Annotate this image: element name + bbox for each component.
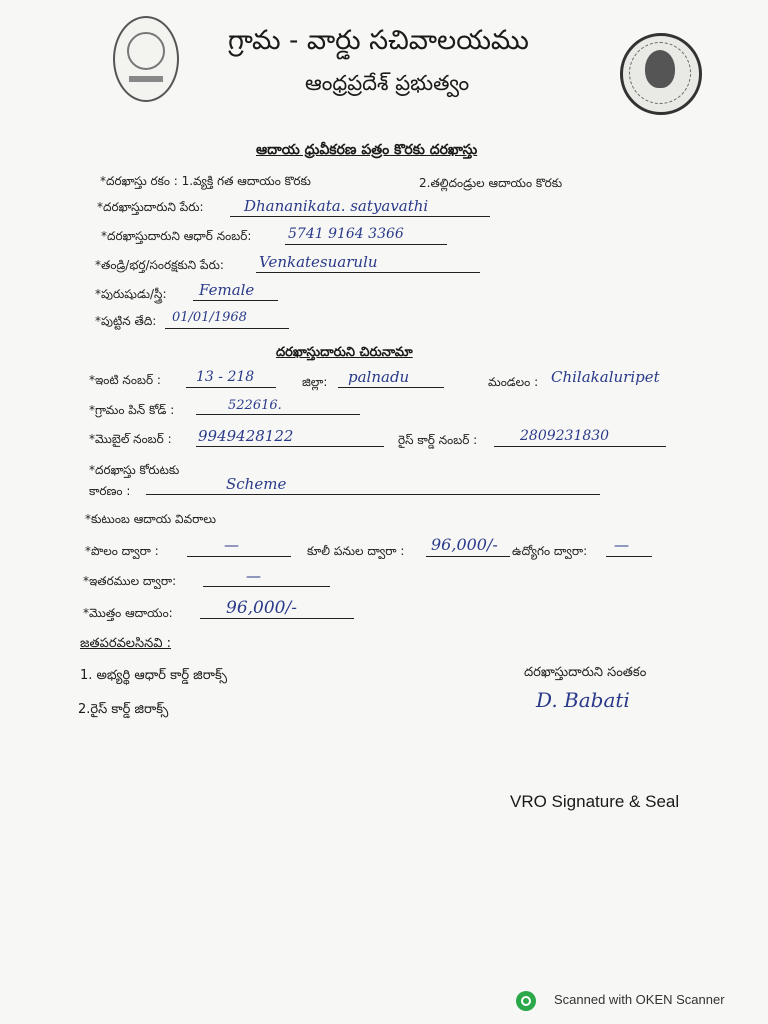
andhra-pradesh-emblem-icon xyxy=(113,16,179,102)
dob-value: 01/01/1968 xyxy=(172,310,247,325)
other-income-label: *ఇతరముల ద్వారా: xyxy=(83,574,177,588)
application-type-option-2: 2.తల్లిదండ్రుల ఆదాయం కొరకు xyxy=(419,176,563,190)
mobile-label: *మొబైల్ నంబర్ : xyxy=(89,432,172,446)
page-title: గ్రామ - వార్డు సచివాలయము xyxy=(228,25,529,56)
labour-income-label: కూలీ పనుల ద్వారా : xyxy=(307,544,405,558)
oken-scanner-logo-icon xyxy=(516,991,536,1011)
applicant-name-label: *దరఖాస్తుదారుని పేరు: xyxy=(97,200,204,214)
job-income-value: — xyxy=(614,536,629,554)
pin-code-value: 522616. xyxy=(228,398,282,413)
address-heading: దరఖాస్తుదారుని చిరునామా xyxy=(276,345,413,360)
family-income-label: *కుటుంబ ఆదాయ వివరాలు xyxy=(85,512,217,526)
gender-label: *పురుషుడు/స్త్రీ: xyxy=(95,287,167,301)
reason-value: Scheme xyxy=(226,475,287,493)
attachment-item-rice-card: 2.రైస్ కార్డ్ జిరాక్స్ xyxy=(78,702,169,717)
job-income-label: ఉద్యోగం ద్వారా: xyxy=(512,544,588,558)
land-income-label: *పొలం ద్వారా : xyxy=(85,544,159,558)
form-heading: ఆదాయ ధ్రువీకరణ పత్రం కొరకు దరఖాస్తు xyxy=(256,142,478,158)
vro-signature-label: VRO Signature & Seal xyxy=(510,792,680,811)
guardian-name-label: *తండ్రి/భర్త/సంరక్షకుని పేరు: xyxy=(95,258,224,272)
rice-card-value: 2809231830 xyxy=(520,428,610,444)
rice-card-label: రైస్ కార్డ్ నంబర్ : xyxy=(398,433,478,447)
mandal-value: Chilakaluripet xyxy=(551,368,660,386)
district-label: జిల్లా: xyxy=(302,375,328,389)
mobile-value: 9949428122 xyxy=(198,427,294,445)
application-type-label: *దరఖాస్తు రకం : 1.వ్యక్తి గత ఆదాయం కొరకు xyxy=(100,174,311,188)
scanner-watermark-text: Scanned with OKEN Scanner xyxy=(554,992,725,1007)
chief-minister-portrait-logo xyxy=(620,33,702,115)
applicant-signature: D. Babati xyxy=(536,688,630,712)
district-value: palnadu xyxy=(348,368,410,386)
reason-label-line-2: కారణం : xyxy=(89,484,131,498)
applicant-signature-label: దరఖాస్తుదారుని సంతకం xyxy=(524,665,647,680)
aadhaar-label: *దరఖాస్తుదారుని ఆధార్ నంబర్: xyxy=(101,229,252,243)
other-income-value: — xyxy=(246,567,261,585)
page-subtitle: ఆంధ్రప్రదేశ్ ప్రభుత్వం xyxy=(305,71,470,95)
attachment-item-aadhaar: 1. అభ్యర్థి ఆధార్ కార్డ్ జిరాక్స్ xyxy=(80,668,228,683)
house-number-label: *ఇంటి నంబర్ : xyxy=(89,373,161,387)
land-income-value: — xyxy=(224,536,239,554)
total-income-label: *మొత్తం ఆదాయం: xyxy=(83,606,173,620)
house-number-value: 13 - 218 xyxy=(196,369,255,385)
guardian-name-value: Venkatesuarulu xyxy=(259,253,378,271)
reason-label-line-1: *దరఖాస్తు కోరుటకు xyxy=(89,463,180,477)
mandal-label: మండలం : xyxy=(488,375,539,389)
aadhaar-value: 5741 9164 3366 xyxy=(288,226,404,242)
pin-code-label: *గ్రామం పిన్ కోడ్ : xyxy=(89,403,175,417)
total-income-value: 96,000/- xyxy=(226,598,297,618)
attachments-heading: జతపరవలసినవి : xyxy=(80,636,172,651)
gender-value: Female xyxy=(199,281,255,299)
applicant-name-value: Dhananikata. satyavathi xyxy=(244,197,429,215)
labour-income-value: 96,000/- xyxy=(431,535,498,554)
dob-label: *పుట్టిన తేది: xyxy=(95,314,157,328)
